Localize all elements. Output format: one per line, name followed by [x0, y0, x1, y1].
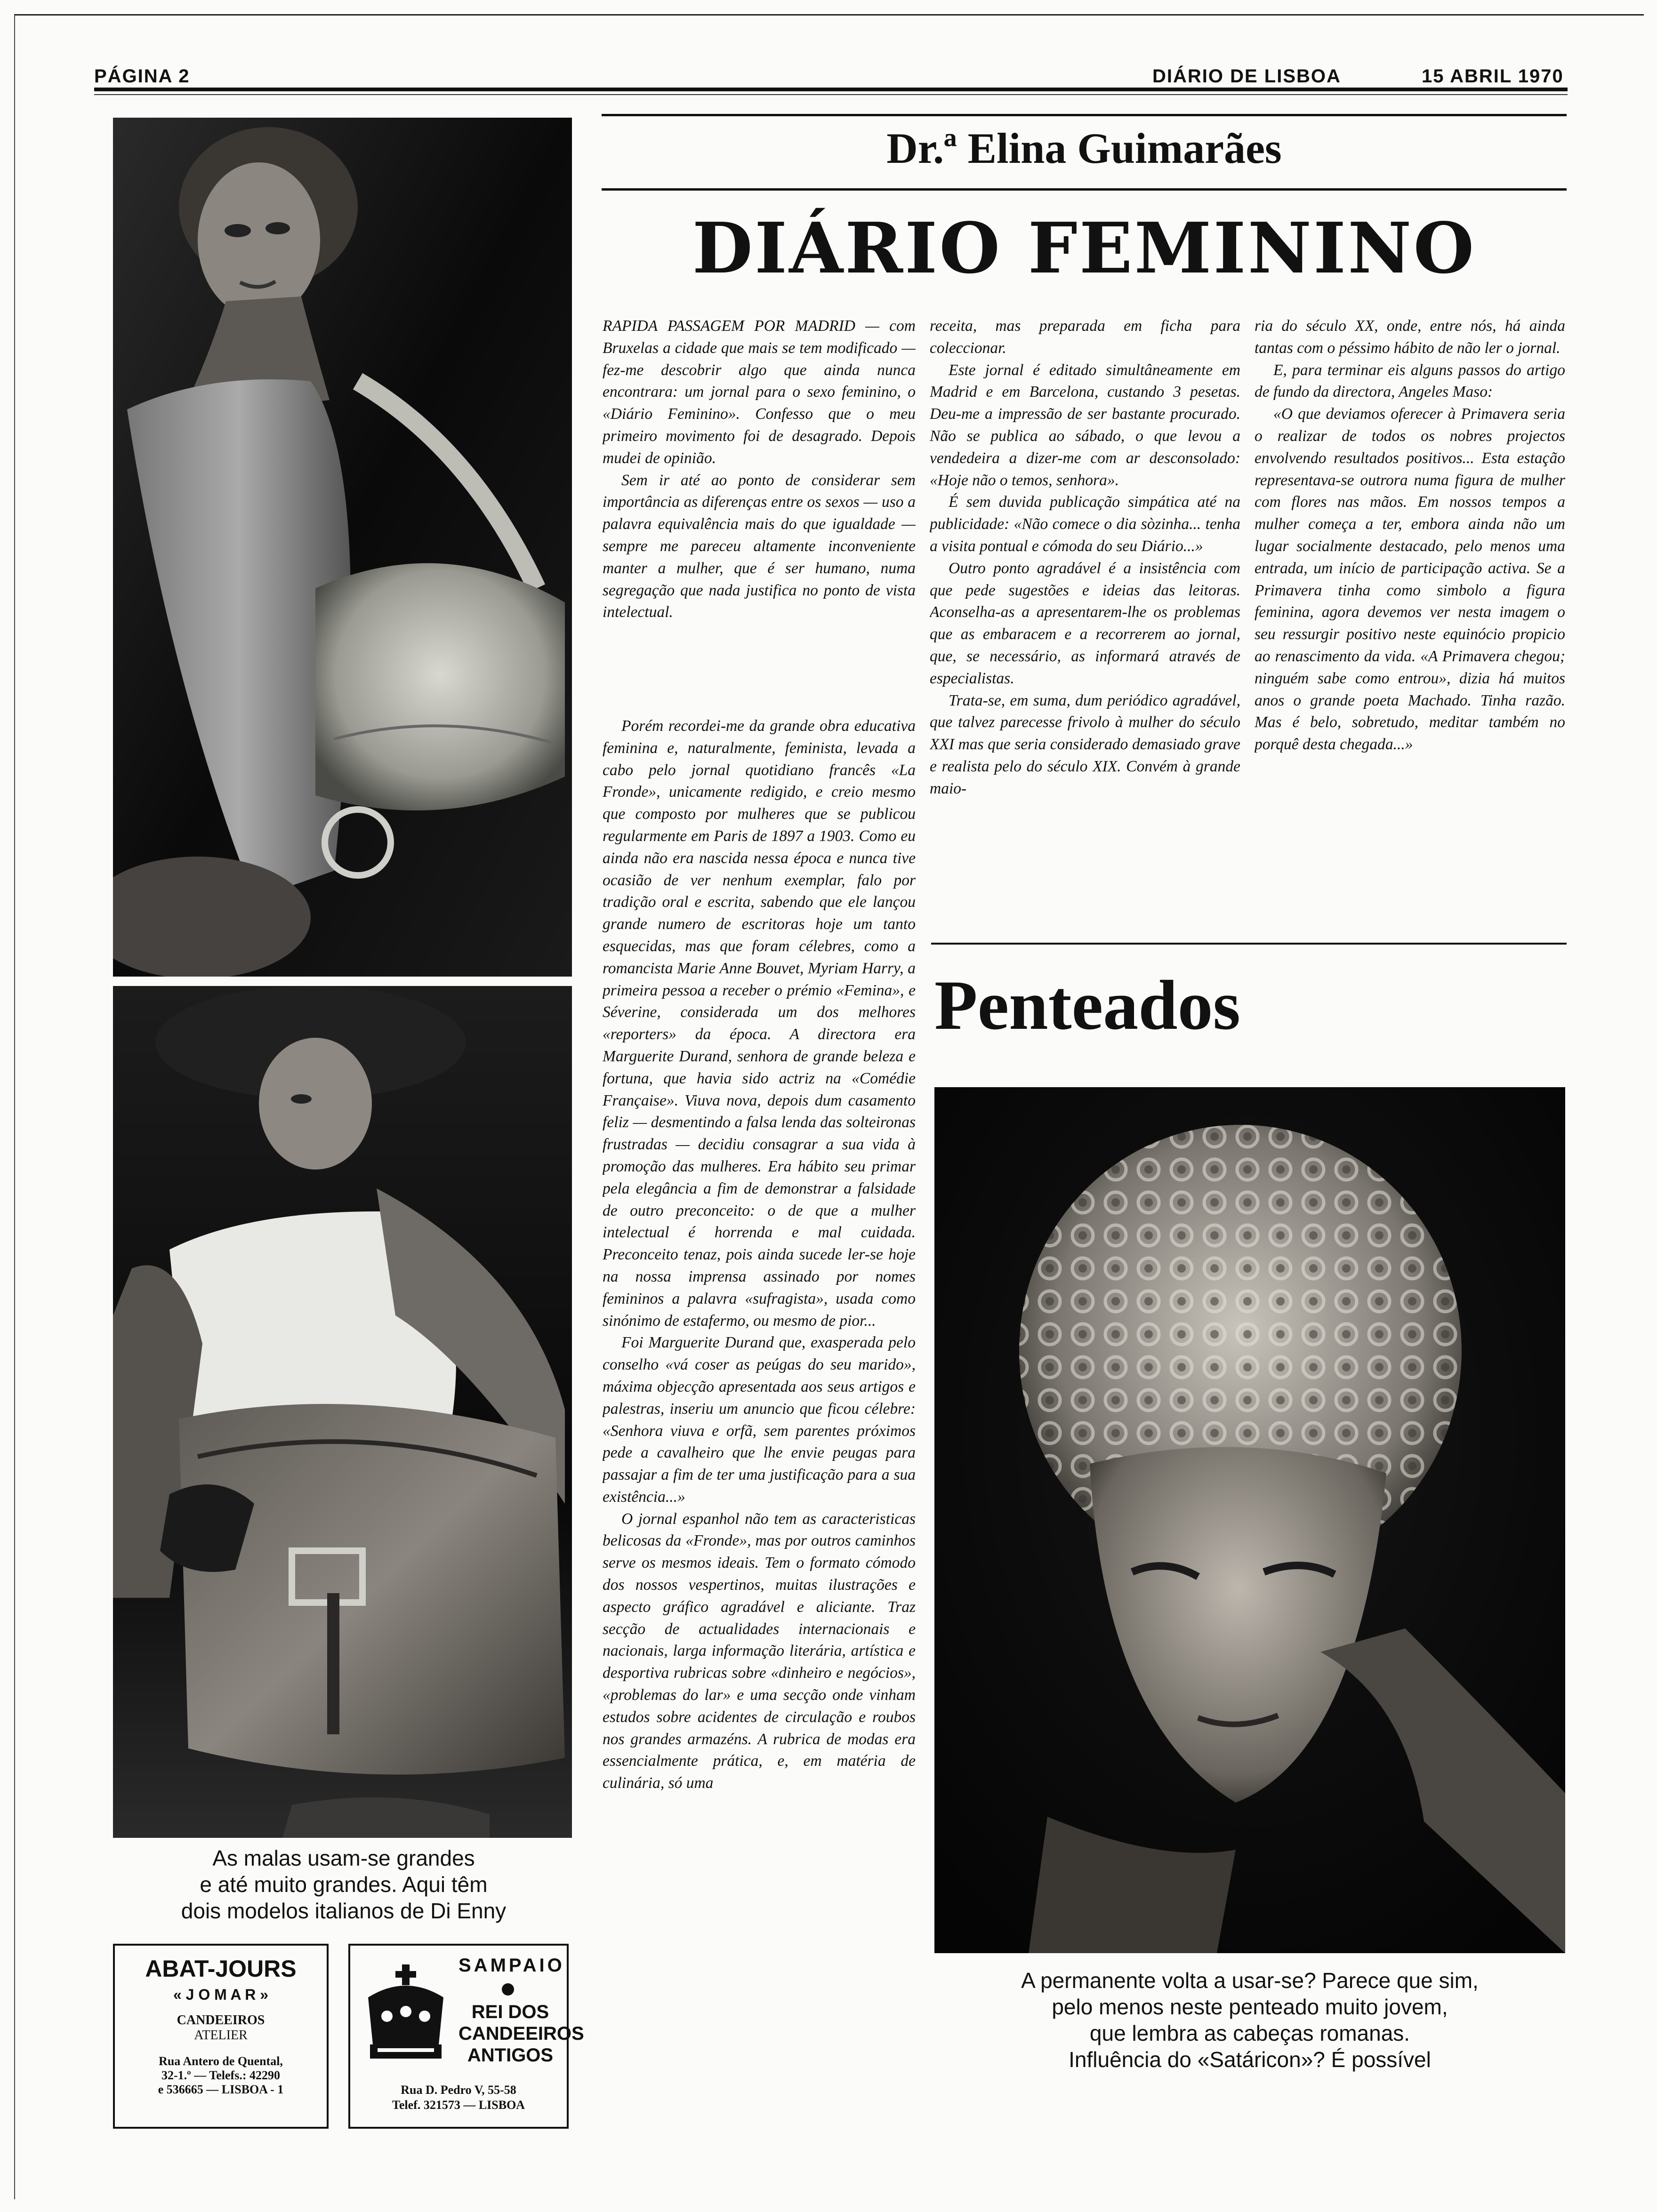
bags-caption-line: As malas usam-se grandes	[212, 1846, 475, 1870]
article-paragraph: ria do século XX, onde, entre nós, há ainda tantas com o péssimo hábito de não ler o jornal.	[1255, 317, 1565, 357]
article-column-3	[930, 315, 1240, 927]
article-byline: Dr.ª Elina Guimarães	[886, 124, 1282, 172]
ad-abat-jours-line: CANDEEIROS	[177, 2013, 265, 2028]
article-paragraph: Porém recordei-me da grande obra educativa feminina e, naturalmente, feminista, levada a cabo pelo jornal quotidiano francês «La Fronde», unicamente redigido, e creio mesmo que composto por mulheres que se publicou regularmente em Paris de 1897 a 1903. Como eu ainda não era nascida nessa época e nunca tive ocasião de ver nenhum exemplar, falo por tradição oral e escrita, sabendo que ele lançou grande numero de escritoras hoje um tanto esquecidas, mas que foram célebres, como a romancista Marie Anne Bouvet, Myriam Harry, a primeira pessoa a receber o prémio «Femina», e Séverine, considerada um dos melhores «reporters» da época. A directora era Marguerite Durand, senhora de grande beleza e fortuna, que havia sido actriz na «Comédie Française». Viuva nova, depois dum casamento feliz — desmentindo a falsa lenda das solteironas frustradas — decidiu consagrar a sua vida à promoção das mulheres. Era hábito seu primar pela elegância a fim de demonstrar a falsidade de outro preconceito: o de que a mulher intelectual é horrenda e mal cuidada. Preconceito tenaz, pois ainda sucede ler-se hoje na nossa imprensa assinado por nomes femininos a palavra «sufragista», usada como sinónimo de estafermo, ou mesmo de pior...	[603, 717, 916, 1330]
penteados-caption-line: A permanente volta a usar-se? Parece que sim,	[1021, 1968, 1479, 1993]
photo-curly-hairstyle	[934, 1087, 1565, 1953]
article-title: DIÁRIO FEMININO	[692, 207, 1476, 289]
article-paragraph: É sem duvida publicação simpática até na publicidade: «Não comece o dia sòzinha... tenha a visita pontual e cómoda do seu Diário...»	[930, 493, 1240, 555]
article-paragraph: Trata-se, em suma, dum periódico agradável, que talvez parecesse frivolo à mulher do século XXI mas que seria considerado demasiado grave e realista pelo do século XIX. Convém à grande maio-	[930, 691, 1240, 797]
ad-abat-jours-title: ABAT-JOURS	[145, 1956, 297, 1982]
penteados-caption	[937, 1967, 1563, 2073]
ad-sampaio-address: Telef. 321573 — LISBOA	[392, 2098, 525, 2112]
photo-woman-with-buckled-bag	[113, 986, 572, 1838]
section-divider	[931, 943, 1567, 945]
article-column-2	[603, 715, 916, 2179]
header-rule	[94, 88, 1568, 91]
penteados-caption-line: que lembra as cabeças romanas.	[1089, 2021, 1410, 2045]
ad-sampaio-tagline	[458, 2001, 584, 2066]
article-paragraph: receita, mas preparada em ficha para coleccionar.	[930, 317, 1240, 357]
article-column-4	[1255, 315, 1565, 927]
page-number: PÁGINA 2	[94, 66, 190, 87]
ad-sampaio-line: CANDEEIROS	[458, 2023, 584, 2044]
ad-abat-jours-address: Rua Antero de Quental,	[159, 2054, 283, 2068]
ad-abat-jours-line: ATELIER	[194, 2028, 248, 2043]
article-paragraph: «O que deviamos oferecer à Primavera seria o realizar de todos os nobres projectos envolvendo resultados positivos... Esta estação representava-se outrora numa figura de mulher com flores nas mãos. Em nossos tempos a mulher começa a ter, embora ainda não um lugar socialmente destacado, pelo menos uma entrada, um início de participação activa. Se a Primavera tinha como simbolo a figura feminina, agora devemos ver nesta imagem o seu ressurgir positivo neste equinócio propicio ao renascimento da vida. «A Primavera chegou; ninguém sabe como entrou», dizia há muitos anos o grande poeta Machado. Tinha razão. Mas é belo, sobretudo, meditar também no porquê desta chegada...»	[1255, 405, 1565, 753]
article-paragraph: Foi Marguerite Durand que, exasperada pelo conselho «vá coser as peúgas do seu marido», máxima objecção apresentada aos seus artigos e palestras, inseriu um anuncio que ficou célebre: «Senhora viuva e orfã, sem parentes próximos pede a cavalheiro que lhe envie peugas para passajar a fim de ter uma justificação para a sua existência...»	[603, 1334, 916, 1506]
bags-caption	[118, 1845, 570, 1924]
ad-sampaio-line: ANTIGOS	[467, 2045, 554, 2066]
crown-icon	[359, 1964, 453, 2068]
penteados-title: Penteados	[934, 966, 1240, 1044]
penteados-caption-line: pelo menos neste penteado muito jovem,	[1052, 1995, 1448, 2019]
ad-abat-jours-address: e 536665 — LISBOA - 1	[158, 2083, 284, 2096]
ad-sampaio-line: REI DOS	[471, 2002, 549, 2022]
article-column-1	[603, 315, 916, 699]
ad-abat-jours-brand: « J O M A R »	[173, 1986, 269, 2003]
ad-sampaio-address: Rua D. Pedro V, 55-58	[401, 2083, 516, 2097]
article-paragraph: O jornal espanhol não tem as caracteristicas belicosas da «Fronde», mas por outros caminhos serve os mesmos ideais. Tem o formato cómodo dos nossos vespertinos, muitas ilustrações e aspecto gráfico agradável e aliciante. Traz secção de actualidades internacionais e nacionais, larga informação literária, artística e desportiva rubricas sobre «dinheiro e negócios», «problemas do lar» e uma secção onde vinham estudos sobre acidentes de circulação e roubos nos grandes armazéns. A rubrica de modas era essencialmente prática, e, em matéria de culinária, só uma	[603, 1510, 916, 1792]
ad-sampaio	[348, 1944, 584, 2129]
byline-rule-top	[602, 114, 1567, 116]
article-paragraph: Sem ir até ao ponto de considerar sem importância as diferenças entre os sexos — uso a palavra equivalência mais do que igualdade — sempre me pareceu altamente inconveniente manter a mulher, que é ser humano, numa segregação que nada justifica no ponto de vista intelectual.	[603, 471, 916, 621]
ad-sampaio-name: SAMPAIO	[458, 1955, 565, 1976]
ad-abat-jours	[113, 1944, 329, 2129]
article-paragraph: Este jornal é editado simultâneamente em Madrid e em Barcelona, custando 3 pesetas. Deu-me a impressão de ser bastante procurado. Não se publica ao sábado, o que levou a vendedeira a dizer-me com ar desconsolado: «Hoje não o temos, senhora».	[930, 361, 1240, 489]
newspaper-name: DIÁRIO DE LISBOA	[1152, 66, 1341, 87]
bags-caption-line: dois modelos italianos de Di Enny	[181, 1899, 507, 1923]
article-paragraph: Outro ponto agradável é a insistência com que pede sugestões e ideias das leitoras. Aconselha-as a apresentarem-lhe os problemas que as embaracem e a recorrerem ao jornal, que, se necessário, as informará através de especialistas.	[930, 559, 1240, 687]
bullet-dot	[502, 1983, 514, 1996]
photo-woman-with-bag	[113, 118, 572, 977]
byline-rule-bottom	[602, 188, 1567, 191]
ad-abat-jours-address: 32-1.º — Telefs.: 42290	[161, 2068, 280, 2082]
header-rule-thin	[94, 94, 1568, 95]
article-paragraph: E, para terminar eis alguns passos do artigo de fundo da directora, Angeles Maso:	[1255, 361, 1565, 401]
penteados-caption-line: Influência do «Satáricon»? É possível	[1069, 2047, 1431, 2072]
bags-caption-line: e até muito grandes. Aqui têm	[200, 1872, 488, 1897]
article-paragraph: RAPIDA PASSAGEM POR MADRID — com Bruxelas a cidade que mais se tem modificado — fez-me descobrir algo que ainda nunca encontrara: um jornal para o sexo feminino, o «Diário Feminino». Confesso que o meu primeiro movimento foi de desagrado. Depois mudei de opinião.	[603, 317, 916, 467]
issue-date: 15 ABRIL 1970	[1422, 66, 1564, 87]
